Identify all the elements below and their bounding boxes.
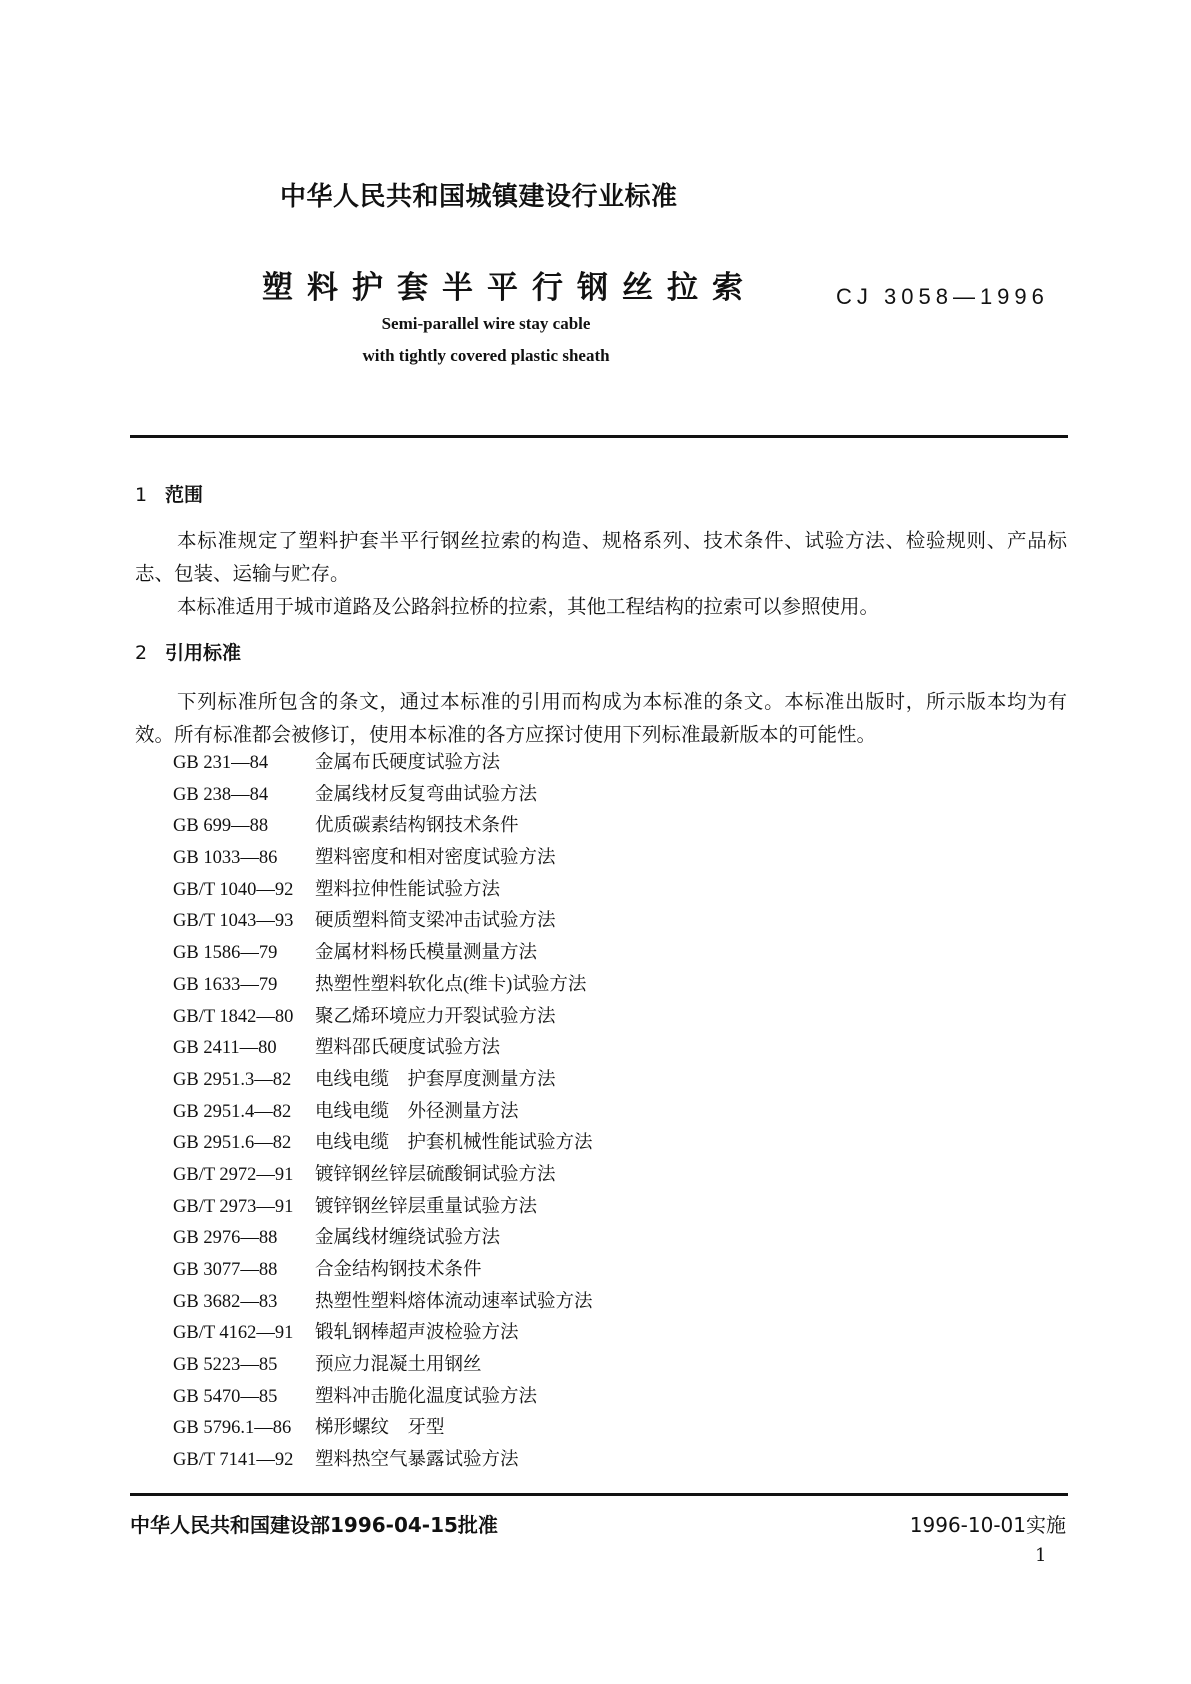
reference-item — [173, 1413, 593, 1445]
reference-title: 热塑性塑料熔体流动速率试验方法 — [315, 1291, 593, 1312]
reference-code: GB 2951.6—82 — [173, 1133, 292, 1154]
reference-item — [173, 811, 593, 843]
reference-item — [173, 1445, 593, 1477]
reference-code: GB/T 2973—91 — [173, 1196, 294, 1217]
reference-item — [173, 1160, 593, 1192]
reference-code: GB 2951.3—82 — [173, 1069, 292, 1090]
reference-code: GB 3682—83 — [173, 1291, 278, 1312]
reference-title: 热塑性塑料软化点(维卡)试验方法 — [315, 974, 587, 995]
reference-item — [173, 1350, 593, 1382]
reference-code: GB/T 1842—80 — [173, 1006, 294, 1027]
section-title: 引用标准 — [165, 642, 242, 664]
reference-code: GB 5470—85 — [173, 1386, 278, 1407]
reference-code: GB 2411—80 — [173, 1038, 277, 1059]
reference-title: 塑料拉伸性能试验方法 — [315, 879, 501, 900]
reference-item — [173, 1318, 593, 1350]
reference-title: 塑料邵氏硬度试验方法 — [315, 1038, 501, 1059]
approval-line: 中华人民共和国建设部1996-04-15批准 — [130, 1513, 498, 1537]
reference-item — [173, 1065, 593, 1097]
reference-code: GB/T 2972—91 — [173, 1164, 294, 1185]
reference-code: GB 3077—88 — [173, 1260, 278, 1280]
reference-item — [173, 875, 593, 907]
reference-item — [173, 938, 593, 970]
reference-title: 合金结构钢技术条件 — [315, 1260, 482, 1280]
reference-code: GB 238—84 — [173, 784, 269, 805]
reference-title: 金属布氏硬度试验方法 — [315, 753, 501, 773]
reference-title: 金属线材反复弯曲试验方法 — [315, 784, 538, 805]
paragraph: 本标准规定了塑料护套半平行钢丝拉索的构造、规格系列、技术条件、试验方法、检验规则、产品标志、包装、运输与贮存。 — [135, 529, 1067, 585]
reference-title: 塑料冲击脆化温度试验方法 — [315, 1386, 538, 1407]
reference-item — [173, 1002, 593, 1034]
reference-title: 塑料密度和相对密度试验方法 — [315, 848, 556, 869]
reference-code: GB 1033—86 — [173, 848, 278, 869]
standard-code: CJ 3058—1996 — [836, 284, 1049, 309]
document-title: 塑料护套半平行钢丝拉索 — [262, 270, 757, 306]
reference-code: GB/T 4162—91 — [173, 1323, 294, 1344]
section-heading-references — [135, 638, 241, 665]
reference-item — [173, 1192, 593, 1224]
reference-code: GB/T 1040—92 — [173, 879, 294, 900]
reference-item — [173, 843, 593, 875]
reference-title: 硬质塑料简支梁冲击试验方法 — [315, 911, 556, 932]
reference-code: GB 699—88 — [173, 816, 269, 837]
reference-item — [173, 780, 593, 812]
reference-title: 梯形螺纹 牙型 — [315, 1418, 445, 1439]
paragraph: 本标准适用于城市道路及公路斜拉桥的拉索，其他工程结构的拉索可以参照使用。 — [177, 595, 880, 618]
reference-code: GB 2976—88 — [173, 1228, 278, 1249]
reference-title: 镀锌钢丝锌层重量试验方法 — [315, 1196, 538, 1217]
reference-item — [173, 1382, 593, 1414]
reference-item — [173, 1128, 593, 1160]
reference-code: GB 2951.4—82 — [173, 1101, 292, 1122]
reference-item — [173, 1223, 593, 1255]
reference-item — [173, 1287, 593, 1319]
reference-item — [173, 748, 593, 780]
reference-title: 镀锌钢丝锌层硫酸铜试验方法 — [315, 1164, 556, 1185]
reference-title: 电线电缆 护套厚度测量方法 — [315, 1069, 556, 1090]
reference-title: 塑料热空气暴露试验方法 — [315, 1450, 519, 1471]
reference-code: GB 231—84 — [173, 753, 269, 773]
section-number: 2 — [135, 642, 148, 664]
reference-code: GB 5796.1—86 — [173, 1418, 292, 1439]
reference-title: 优质碳素结构钢技术条件 — [315, 816, 519, 837]
reference-title: 金属材料杨氏模量测量方法 — [315, 943, 538, 964]
reference-title: 电线电缆 外径测量方法 — [315, 1101, 519, 1122]
reference-code: GB 1633—79 — [173, 974, 278, 995]
reference-title: 聚乙烯环境应力开裂试验方法 — [315, 1006, 556, 1027]
effective-date: 1996-10-01实施 — [909, 1513, 1066, 1537]
reference-title: 预应力混凝土用钢丝 — [315, 1355, 482, 1376]
paragraph: 下列标准所包含的条文，通过本标准的引用而构成为本标准的条文。本标准出版时，所示版本均为有效。所有标准都会被修订，使用本标准的各方应探讨使用下列标准最新版本的可能性。 — [135, 690, 1067, 746]
reference-code: GB 5223—85 — [173, 1355, 278, 1376]
footer-rule — [130, 1493, 1068, 1496]
reference-title: 金属线材缠绕试验方法 — [315, 1228, 501, 1249]
reference-code: GB 1586—79 — [173, 943, 278, 964]
reference-item — [173, 906, 593, 938]
reference-title: 电线电缆 护套机械性能试验方法 — [315, 1133, 593, 1154]
issuer-heading: 中华人民共和国城镇建设行业标准 — [280, 182, 678, 212]
reference-item — [173, 1033, 593, 1065]
reference-item — [173, 1255, 593, 1287]
page-number: 1 — [1035, 1545, 1047, 1566]
header-rule — [130, 435, 1068, 438]
section-title: 范围 — [165, 484, 204, 506]
english-title-line-1: Semi-parallel wire stay cable — [381, 314, 591, 333]
reference-item — [173, 970, 593, 1002]
reference-code: GB/T 7141—92 — [173, 1450, 294, 1471]
section-heading-scope — [135, 480, 203, 507]
reference-title: 锻轧钢棒超声波检验方法 — [315, 1323, 519, 1344]
english-title-line-2: with tightly covered plastic sheath — [362, 346, 610, 365]
reference-item — [173, 1097, 593, 1129]
section-number: 1 — [135, 484, 148, 506]
reference-code: GB/T 1043—93 — [173, 911, 294, 932]
reference-list — [173, 748, 593, 1477]
